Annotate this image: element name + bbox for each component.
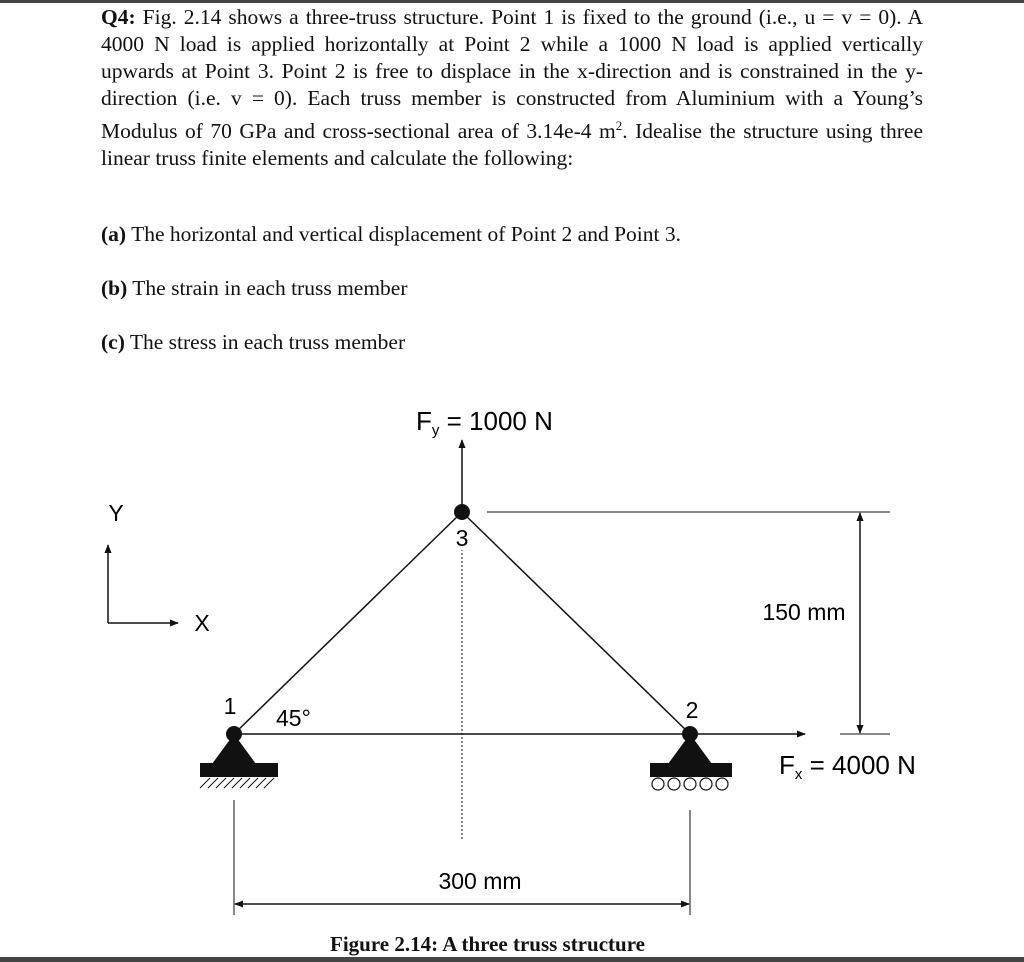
question-label: Q4: <box>101 5 136 29</box>
roller-support <box>650 734 732 790</box>
question-body-1: Fig. 2.14 shows a three-truss structure. Point 1 is fixed to the ground (i.e., u = v = 0). A 4000 N load is applied horizontally at Point 2 while a 1000 N load is applied vertically upwards at Point 3. Point 2 is free to displace in the x-direction and is constrained in the y-direction (i.e. v = 0). Each truss member is constructed from Aluminium with a Young’s Modulus of 70 GPa and cross-sectional area of 3.14e-4 m <box>101 5 923 144</box>
node-2-dot <box>682 726 698 742</box>
part-c-label: (c) <box>101 330 125 354</box>
bottom-border <box>0 957 1024 962</box>
axis-indicator <box>108 500 210 636</box>
node-2-label: 2 <box>685 697 699 723</box>
node-3-label: 3 <box>455 525 469 551</box>
member-1-3 <box>234 512 462 734</box>
figure-caption: Figure 2.14: A three truss structure <box>330 932 645 956</box>
node-3-dot <box>454 504 470 520</box>
area-unit-superscript: 2 <box>615 118 623 133</box>
fixed-support <box>200 734 278 788</box>
part-b-text: The strain in each truss member <box>132 276 408 300</box>
part-c-text: The stress in each truss member <box>129 330 406 354</box>
height-dimension-label: 150 mm <box>762 599 846 625</box>
member-3-2 <box>462 512 690 734</box>
part-b-label: (b) <box>101 276 128 300</box>
part-a-text: The horizontal and vertical displacement of Point 2 and Point 3. <box>131 222 681 246</box>
fy-load-label: Fy = 1000 N <box>416 406 553 439</box>
fx-load-label: Fx = 4000 N <box>779 750 916 783</box>
part-a-label: (a) <box>101 222 127 246</box>
angle-label: 45° <box>276 705 311 731</box>
question-body-2: . Idealise the structure using three linear truss finite elements and calculate the following: <box>101 119 923 171</box>
node-1-label: 1 <box>223 693 237 719</box>
width-dimension-label: 300 mm <box>438 868 522 894</box>
x-axis-label: X <box>194 610 210 636</box>
y-axis-label: Y <box>108 500 124 526</box>
node-1-dot <box>226 726 242 742</box>
